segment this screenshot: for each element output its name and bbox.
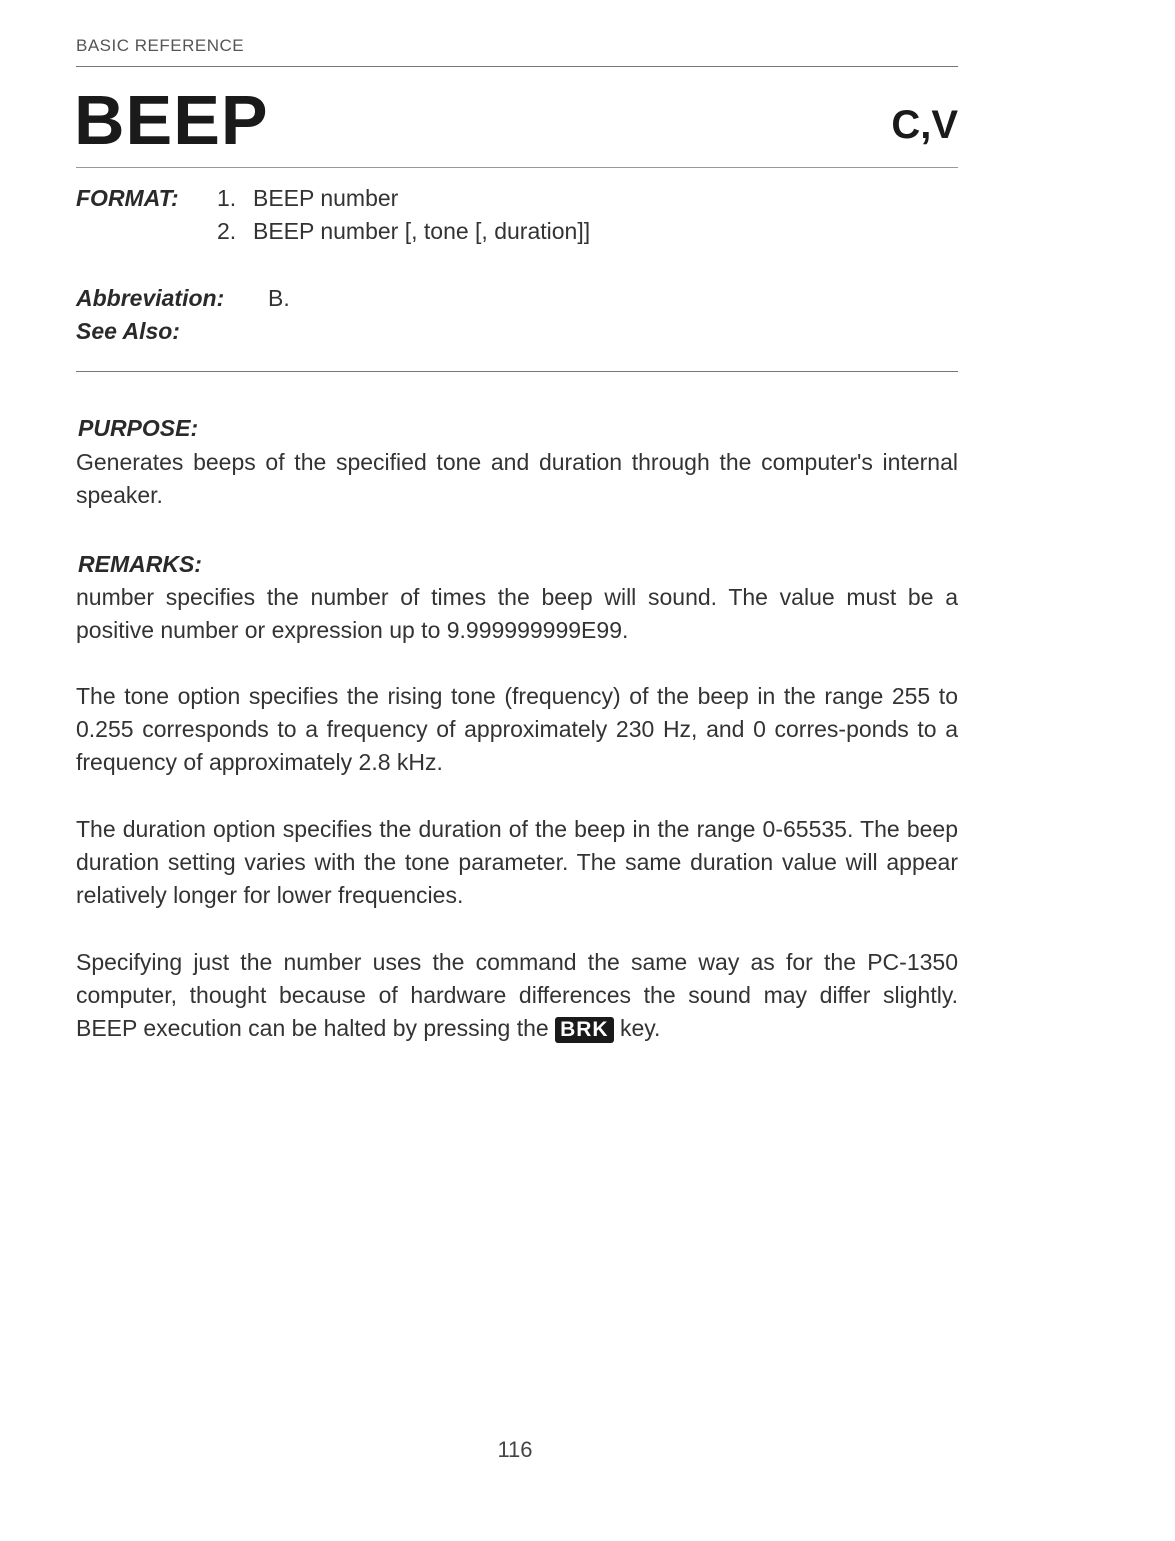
remarks-paragraph-duration: The duration option specifies the duration of the beep in the range 0-65535. The beep duration setting varies with the tone parameter. The same duration value will appear relatively longer for lower frequencies. — [76, 816, 958, 908]
running-head: BASIC REFERENCE — [76, 36, 245, 55]
header-rule — [76, 66, 958, 67]
format-label: FORMAT: — [76, 185, 179, 211]
format-line-1 — [217, 185, 398, 212]
command-modes: C,V — [891, 103, 958, 147]
abbreviation-value: B. — [268, 285, 290, 311]
purpose-text: Generates beeps of the specified tone and duration through the computer's internal speaker. — [76, 449, 958, 508]
abbreviation-label: Abbreviation: — [76, 285, 225, 311]
purpose-label: PURPOSE: — [78, 415, 199, 441]
remarks-paragraph-tone: The tone option specifies the rising tone (frequency) of the beep in the range 255 to 0.255 corresponds to a frequency of approximately 230 Hz, and 0 corres-ponds to a frequency of approximately 2.8 kHz. — [76, 683, 958, 775]
title-rule — [76, 167, 958, 168]
format-line-text: BEEP number [, tone [, duration]] — [253, 218, 591, 244]
format-line-2 — [217, 218, 590, 245]
format-line-number: 2. — [217, 218, 237, 244]
remarks-paragraph-usage — [76, 946, 958, 1045]
usage-text-before-key: Specifying just the number uses the command the same way as for the PC-1350 computer, thought because of hardware differences the sound may differ slightly. BEEP execution can be halted by pressing the — [76, 949, 958, 1041]
see-also-label: See Also: — [76, 318, 180, 344]
section-rule — [76, 371, 958, 372]
remarks-paragraph-number: number specifies the number of times the beep will sound. The value must be a positive number or expression up to 9.999999999E99. — [76, 584, 958, 643]
command-title: BEEP — [74, 81, 269, 159]
format-line-text: BEEP number — [253, 185, 399, 211]
page-number: 116 — [497, 1437, 533, 1462]
usage-text-after-key: key. — [613, 1015, 661, 1041]
remarks-label: REMARKS: — [78, 551, 202, 577]
format-line-number: 1. — [217, 185, 237, 211]
brk-key-badge: BRK — [555, 1017, 614, 1043]
